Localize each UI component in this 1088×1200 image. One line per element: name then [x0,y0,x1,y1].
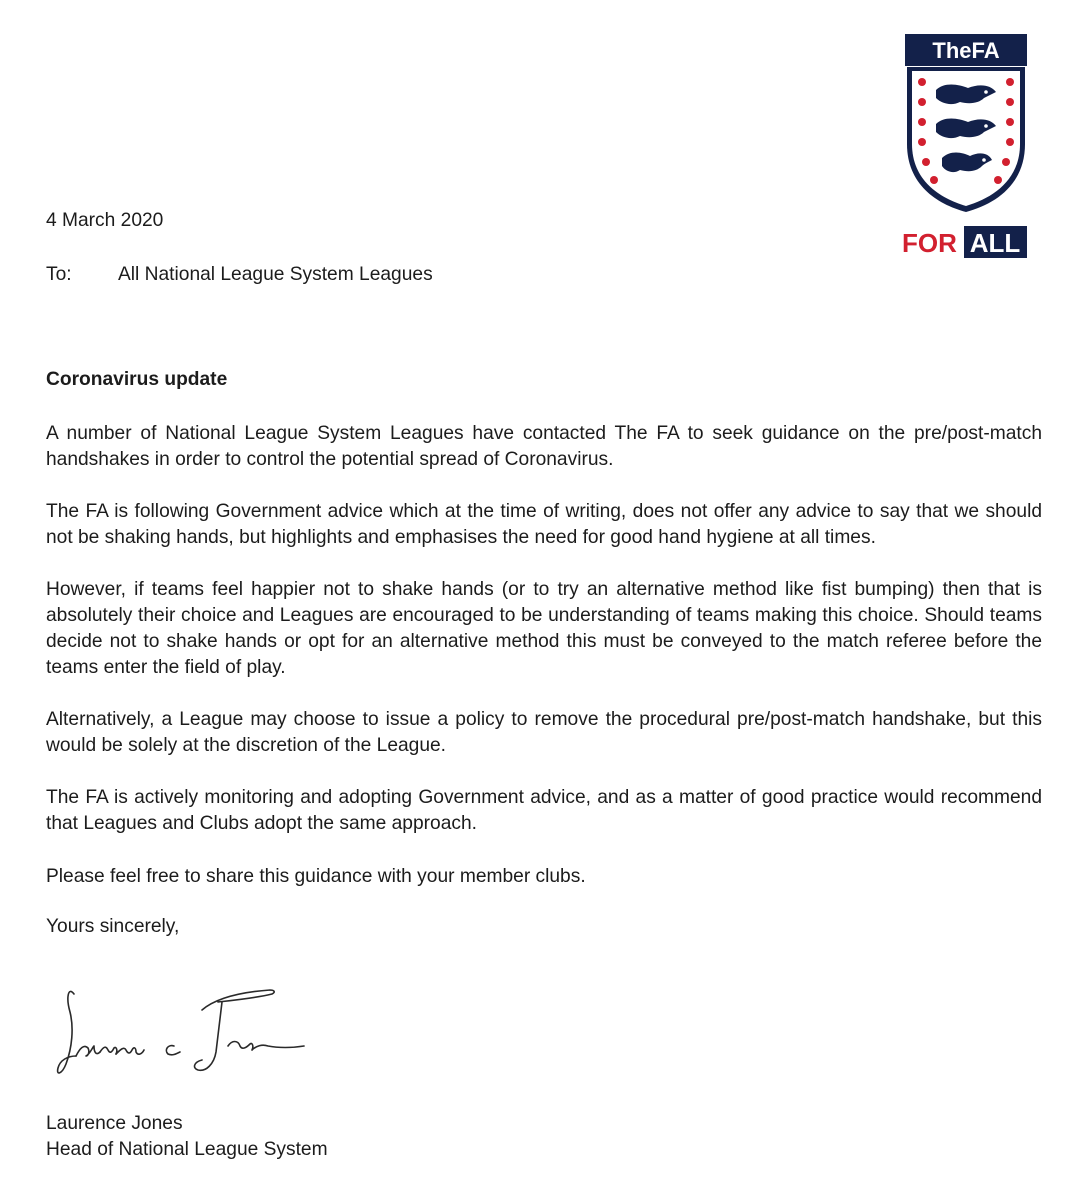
recipient-line [46,262,1042,288]
body-paragraph-2: The FA is following Government advice which at the time of writing, does not offer any advice to say that we should not be shaking hands, but highlights and emphasises the need for good hand hygiene at all times. [46,501,1042,548]
body-paragraph-5: The FA is actively monitoring and adopting Government advice, and as a matter of good practice would recommend that Leagues and Clubs adopt the same approach. [46,787,1042,834]
signer-name: Laurence Jones [46,1113,183,1134]
logo-tagline-for: FOR [902,228,957,258]
body-paragraph-6: Please feel free to share this guidance with your member clubs. [46,866,586,887]
logo-tagline-all: ALL [969,228,1021,258]
letter-subject: Coronavirus update [46,369,228,390]
recipient-label: To: [46,264,72,285]
letter-date: 4 March 2020 [46,210,164,231]
body-paragraph-4: Alternatively, a League may choose to issue a policy to remove the procedural pre/post-match handshake, but this would be solely at the discretion of the League. [46,709,1042,756]
letter-closing: Yours sincerely, [46,916,180,937]
logo-wordmark: TheFA [932,38,1000,63]
recipient-value: All National League System Leagues [118,264,433,285]
body-paragraph-3: However, if teams feel happier not to shake hands (or to try an alternative method like fist bumping) then that is absolutely their choice and Leagues are encouraged to be understanding of teams making this choice. Should teams decide not to shake hands or opt for an alternative method this must be conveyed to the match referee before the teams enter the field of play. [46,579,1042,678]
handwritten-signature-icon [46,968,312,1084]
signer-title: Head of National League System [46,1139,328,1160]
body-paragraph-1: A number of National League System Leagues have contacted The FA to seek guidance on the pre/post-match handshakes in order to control the potential spread of Coronavirus. [46,423,1042,470]
